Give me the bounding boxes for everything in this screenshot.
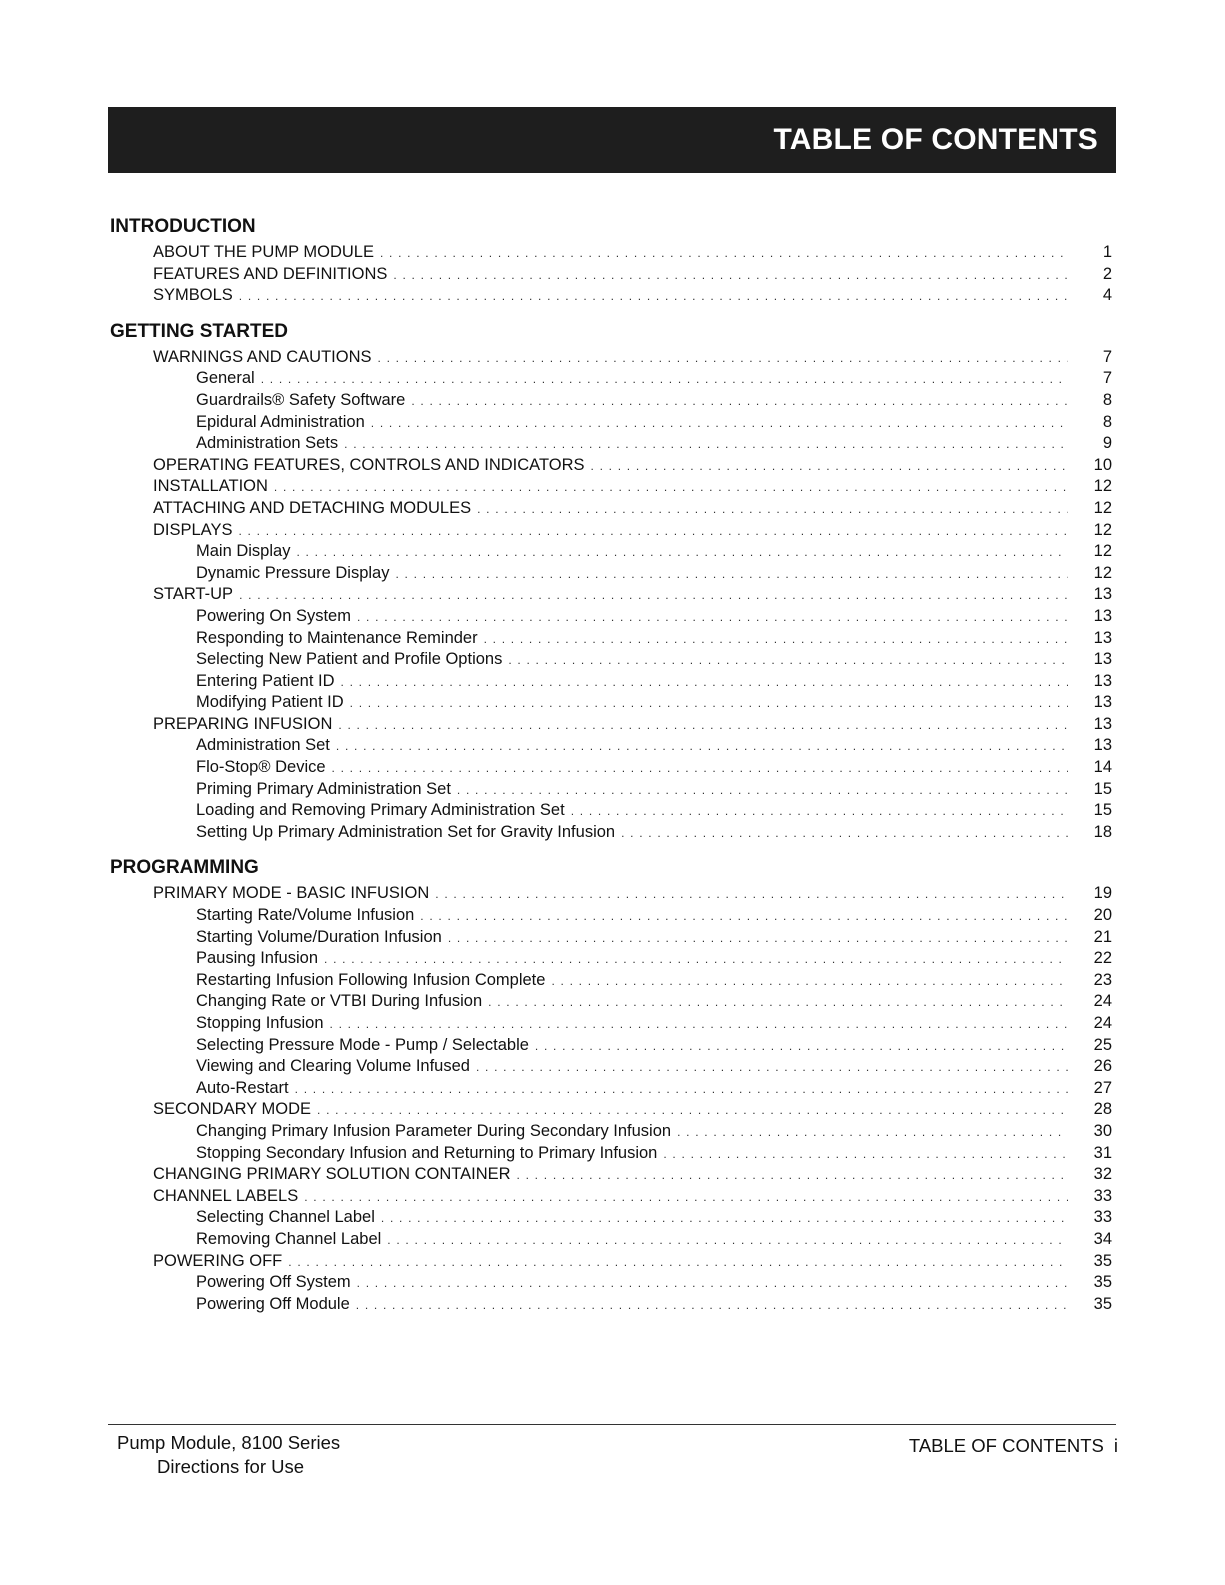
dot-leader	[344, 693, 1068, 715]
dot-leader	[545, 971, 1068, 993]
toc-entry[interactable]	[110, 948, 1112, 970]
toc-entry-label: Setting Up Primary Administration Set for Gravity Infusion	[196, 822, 616, 841]
toc-entry[interactable]	[110, 970, 1112, 992]
dot-leader	[615, 823, 1068, 845]
toc-entry-label: Responding to Maintenance Reminder	[196, 628, 478, 647]
toc-entry[interactable]	[110, 242, 1112, 264]
toc-entry[interactable]	[110, 1013, 1112, 1035]
toc-page-number: 10	[1093, 455, 1112, 474]
dot-leader	[268, 477, 1068, 499]
toc-page-number: 34	[1093, 1229, 1112, 1248]
toc-entry-label: Flo-Stop® Device	[196, 758, 326, 777]
toc-entry-label: Epidural Administration	[196, 412, 365, 431]
toc-page-number: 12	[1093, 542, 1112, 561]
dot-leader	[381, 1230, 1068, 1252]
toc-page-number: 12	[1093, 520, 1112, 539]
toc-entry[interactable]	[110, 264, 1112, 286]
toc-entry-label: Selecting Channel Label	[196, 1208, 375, 1227]
toc-entry-label: General	[196, 369, 255, 388]
toc-entry-label: POWERING OFF	[153, 1251, 283, 1270]
dot-leader	[330, 736, 1068, 758]
toc-entry-label: Powering Off System	[196, 1273, 351, 1292]
footer-divider	[108, 1424, 1116, 1425]
toc-section	[110, 317, 1112, 844]
toc-entry-label: Main Display	[196, 542, 291, 561]
toc-entry[interactable]	[110, 822, 1112, 844]
dot-leader	[290, 542, 1068, 564]
toc-entry-label: Restarting Infusion Following Infusion Complete	[196, 970, 546, 989]
toc-entry[interactable]	[110, 779, 1112, 801]
toc-entry[interactable]	[110, 1056, 1112, 1078]
footer-page-number: i	[1113, 1435, 1118, 1456]
toc-page-number: 19	[1093, 884, 1112, 903]
footer-document-info	[117, 1431, 340, 1479]
toc-entry-label: Powering On System	[196, 606, 351, 625]
toc-entry[interactable]	[110, 1143, 1112, 1165]
toc-entry-label: DISPLAYS	[153, 520, 233, 539]
toc-entry[interactable]	[110, 927, 1112, 949]
toc-page-number: 15	[1093, 779, 1112, 798]
toc-entry[interactable]	[110, 1294, 1112, 1316]
toc-entry-label: INSTALLATION	[153, 477, 268, 496]
toc-page-number: 20	[1093, 906, 1112, 925]
toc-page-number: 27	[1093, 1078, 1112, 1097]
toc-page-number: 2	[1102, 264, 1112, 283]
toc-entry-label: Loading and Removing Primary Administration Set	[196, 801, 565, 820]
toc-entry[interactable]	[110, 285, 1112, 307]
toc-entry-label: Auto-Restart	[196, 1078, 289, 1097]
toc-entry-label: Stopping Infusion	[196, 1014, 324, 1032]
toc-page-number: 35	[1093, 1294, 1112, 1313]
footer-product-name: Pump Module, 8100 Series	[117, 1432, 341, 1453]
toc-entry[interactable]	[110, 433, 1112, 455]
table-of-contents	[110, 212, 1112, 1325]
toc-entry[interactable]	[110, 1186, 1112, 1208]
dot-leader	[372, 348, 1069, 370]
toc-entry[interactable]	[110, 905, 1112, 927]
dot-leader	[351, 607, 1068, 629]
dot-leader	[529, 1036, 1068, 1058]
dot-leader	[332, 715, 1068, 737]
dot-leader	[365, 413, 1068, 435]
toc-page-number: 13	[1093, 736, 1112, 755]
toc-page-number: 30	[1093, 1121, 1112, 1140]
toc-entry-label: Starting Volume/Duration Infusion	[196, 927, 442, 946]
toc-entry[interactable]	[110, 757, 1112, 779]
toc-page-number: 24	[1093, 1014, 1112, 1032]
toc-section	[110, 212, 1112, 307]
toc-entry[interactable]	[110, 628, 1112, 650]
dot-leader	[233, 585, 1068, 607]
dot-leader	[389, 564, 1068, 586]
dot-leader	[311, 1100, 1068, 1122]
footer-section-label: TABLE OF CONTENTS	[908, 1435, 1104, 1456]
dot-leader	[414, 906, 1068, 928]
toc-page-number: 13	[1093, 671, 1112, 690]
toc-section	[110, 853, 1112, 1315]
toc-entry-label: FEATURES AND DEFINITIONS	[153, 264, 388, 283]
dot-leader	[387, 265, 1068, 287]
dot-leader	[375, 1208, 1068, 1230]
toc-entry[interactable]	[110, 649, 1112, 671]
toc-page-number: 31	[1093, 1143, 1112, 1162]
toc-page-number: 32	[1093, 1165, 1112, 1184]
toc-entry[interactable]	[110, 390, 1112, 412]
toc-entry-label: Modifying Patient ID	[196, 693, 344, 712]
dot-leader	[233, 286, 1068, 308]
toc-entry-label: CHANNEL LABELS	[153, 1186, 299, 1205]
toc-entry[interactable]	[110, 1207, 1112, 1229]
toc-entry-label: Guardrails® Safety Software	[196, 390, 406, 409]
dot-leader	[351, 1273, 1068, 1295]
dot-leader	[289, 1079, 1068, 1101]
toc-entry-label: Administration Set	[196, 736, 330, 755]
toc-entry-label: Administration Sets	[196, 434, 339, 453]
toc-entry-label: Removing Channel Label	[196, 1229, 382, 1248]
toc-page-number: 4	[1102, 286, 1112, 305]
toc-entry[interactable]	[110, 347, 1112, 369]
toc-entry-label: PRIMARY MODE - BASIC INFUSION	[153, 884, 430, 903]
dot-leader	[405, 391, 1068, 413]
toc-page-number: 9	[1102, 434, 1112, 453]
toc-entry-label: SYMBOLS	[153, 286, 233, 305]
toc-entry-label: Selecting Pressure Mode - Pump / Selectable	[196, 1035, 529, 1054]
toc-entry-label: WARNINGS AND CAUTIONS	[153, 347, 372, 366]
toc-section-title: PROGRAMMING	[110, 857, 259, 879]
toc-entry[interactable]	[110, 584, 1112, 606]
dot-leader	[585, 456, 1069, 478]
toc-entry[interactable]	[110, 520, 1112, 542]
toc-page-number: 33	[1093, 1186, 1112, 1205]
toc-page-number: 7	[1102, 347, 1112, 366]
toc-page-number: 13	[1093, 693, 1112, 712]
dot-leader	[442, 928, 1068, 950]
toc-page-number: 23	[1093, 970, 1112, 989]
toc-entry-label: ATTACHING AND DETACHING MODULES	[153, 498, 472, 517]
toc-page-number: 13	[1093, 650, 1112, 669]
toc-page-number: 15	[1093, 801, 1112, 820]
toc-section-title: GETTING STARTED	[110, 320, 289, 342]
dot-leader	[511, 1165, 1068, 1187]
toc-page-number: 1	[1102, 243, 1112, 261]
toc-entry[interactable]	[110, 1078, 1112, 1100]
dot-leader	[657, 1144, 1068, 1166]
dot-leader	[298, 1187, 1068, 1209]
dot-leader	[565, 801, 1068, 823]
dot-leader	[335, 672, 1069, 694]
dot-leader	[502, 650, 1068, 672]
toc-page-number: 26	[1093, 1057, 1112, 1076]
toc-entry[interactable]	[110, 563, 1112, 585]
dot-leader	[232, 521, 1068, 543]
toc-entry-label: Viewing and Clearing Volume Infused	[196, 1057, 470, 1076]
toc-entry-label: START-UP	[153, 585, 234, 604]
toc-entry[interactable]	[110, 1229, 1112, 1251]
dot-leader	[326, 758, 1068, 780]
toc-entry-label: OPERATING FEATURES, CONTROLS AND INDICATORS	[153, 455, 585, 474]
dot-leader	[374, 243, 1068, 265]
toc-entry[interactable]	[110, 368, 1112, 390]
toc-page-number: 13	[1093, 606, 1112, 625]
dot-leader	[338, 434, 1068, 456]
toc-entry[interactable]	[110, 1272, 1112, 1294]
dot-leader	[471, 499, 1068, 521]
toc-entry[interactable]	[110, 1099, 1112, 1121]
toc-page-number: 13	[1093, 628, 1112, 647]
toc-entry-label: Powering Off Module	[196, 1294, 350, 1313]
toc-page-number: 13	[1093, 714, 1112, 733]
toc-page-number: 22	[1093, 949, 1112, 968]
toc-entry[interactable]	[110, 606, 1112, 628]
toc-page-number: 24	[1093, 992, 1112, 1011]
toc-entry-label: Changing Primary Infusion Parameter During Secondary Infusion	[196, 1121, 672, 1140]
toc-page-number: 21	[1093, 927, 1112, 946]
toc-entry-label: ABOUT THE PUMP MODULE	[153, 243, 374, 261]
toc-page-number: 13	[1093, 585, 1112, 604]
toc-entry-label: Entering Patient ID	[196, 671, 335, 690]
title-banner	[108, 107, 1116, 173]
toc-entry[interactable]	[110, 1035, 1112, 1057]
toc-entry[interactable]	[110, 1164, 1112, 1186]
toc-page-number: 8	[1102, 390, 1112, 409]
toc-entry[interactable]	[110, 883, 1112, 905]
dot-leader	[324, 1014, 1068, 1036]
toc-page-number: 25	[1093, 1035, 1112, 1054]
dot-leader	[478, 629, 1068, 651]
toc-entry[interactable]	[110, 692, 1112, 714]
dot-leader	[350, 1295, 1068, 1317]
toc-entry[interactable]	[110, 476, 1112, 498]
toc-entry[interactable]	[110, 541, 1112, 563]
toc-entry-label: PREPARING INFUSION	[153, 714, 333, 733]
toc-entry[interactable]	[110, 1121, 1112, 1143]
toc-entry-label: Starting Rate/Volume Infusion	[196, 906, 415, 925]
toc-entry[interactable]	[110, 498, 1112, 520]
dot-leader	[451, 780, 1068, 802]
toc-page-number: 18	[1093, 822, 1112, 841]
toc-entry-label: Pausing Infusion	[196, 949, 319, 968]
footer-page-info	[909, 1435, 1118, 1457]
dot-leader	[482, 992, 1068, 1014]
toc-page-number: 35	[1093, 1251, 1112, 1270]
toc-entry[interactable]	[110, 735, 1112, 757]
toc-entry[interactable]	[110, 714, 1112, 736]
toc-section-title: INTRODUCTION	[110, 216, 256, 237]
toc-page-number: 12	[1093, 498, 1112, 517]
toc-entry[interactable]	[110, 671, 1112, 693]
toc-entry-label: Selecting New Patient and Profile Options	[196, 650, 503, 669]
toc-entry-label: Priming Primary Administration Set	[196, 779, 451, 798]
toc-page-number: 35	[1093, 1273, 1112, 1292]
toc-entry-label: Changing Rate or VTBI During Infusion	[196, 992, 483, 1011]
toc-entry-label: Stopping Secondary Infusion and Returning to Primary Infusion	[196, 1143, 658, 1162]
dot-leader	[671, 1122, 1068, 1144]
page-title: TABLE OF CONTENTS	[773, 123, 1098, 156]
toc-page-number: 12	[1093, 477, 1112, 496]
toc-page-number: 14	[1093, 758, 1112, 777]
toc-entry[interactable]	[110, 1251, 1112, 1273]
footer-document-type: Directions for Use	[157, 1456, 305, 1477]
toc-page-number: 7	[1102, 369, 1112, 388]
dot-leader	[318, 949, 1068, 971]
toc-entry[interactable]	[110, 991, 1112, 1013]
dot-leader	[429, 884, 1068, 906]
toc-entry-label: CHANGING PRIMARY SOLUTION CONTAINER	[153, 1165, 511, 1184]
toc-page-number: 28	[1093, 1100, 1112, 1119]
toc-entry-label: SECONDARY MODE	[153, 1100, 312, 1119]
toc-page-number: 33	[1093, 1208, 1112, 1227]
toc-page-number: 8	[1102, 412, 1112, 431]
toc-entry[interactable]	[110, 412, 1112, 434]
toc-page-number: 12	[1093, 563, 1112, 582]
dot-leader	[470, 1057, 1068, 1079]
dot-leader	[282, 1252, 1068, 1274]
dot-leader	[255, 369, 1068, 391]
toc-entry[interactable]	[110, 800, 1112, 822]
toc-entry-label: Dynamic Pressure Display	[196, 563, 390, 582]
toc-entry[interactable]	[110, 455, 1112, 477]
